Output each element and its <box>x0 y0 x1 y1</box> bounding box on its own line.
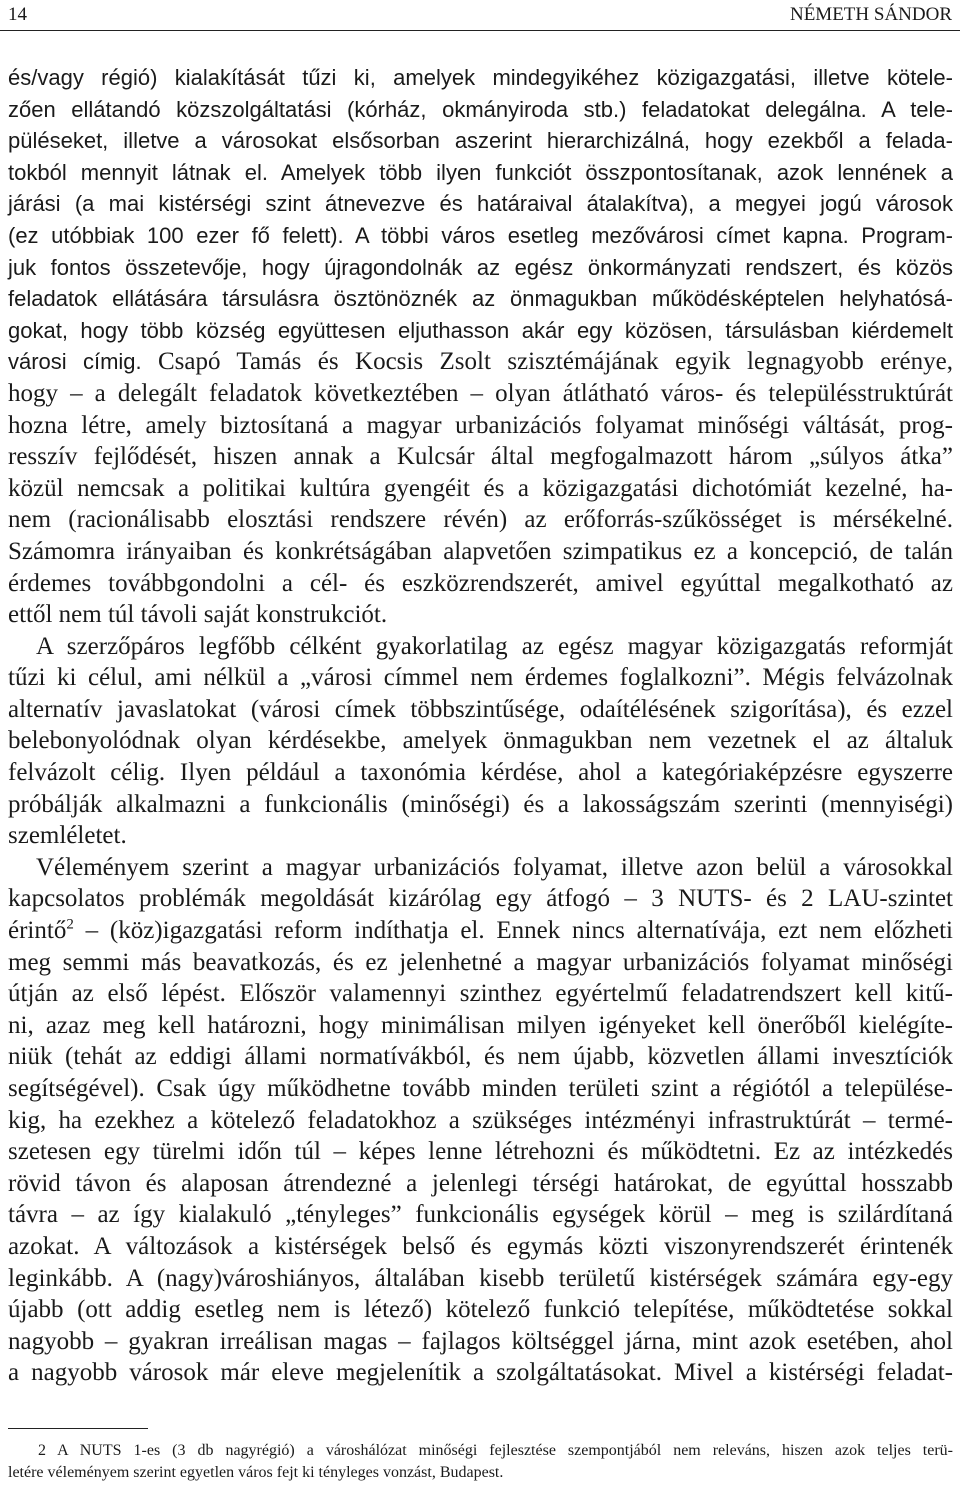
body-line <box>8 915 953 947</box>
body-line: járási (a mai kistérségi szint átnevezve és határaival átalakítva), a megyei jogú városok <box>8 191 953 217</box>
body-line: ettől nem túl távoli saját konstrukciót. <box>8 601 388 629</box>
body-line <box>8 346 953 378</box>
body-line: tűzi ki célul, ami nélkül a „városi címmel nem érdemes foglalkozni”. Mégis felvázolnak <box>8 664 953 692</box>
body-line: segítségével). Csak úgy működhetne tovább minden területi szint a régiótól a települése- <box>8 1075 953 1102</box>
body-line: Számomra irányaiban és konkrétságában alapvetően szimpatikus ez a koncepció, de talán <box>8 537 953 565</box>
body-line: felvázolt célig. Ilyen például a taxonómia kérdése, ahol a kategóriaképzésre egyszerre <box>8 759 953 787</box>
body-line: püléseket, illetve a városokat elsősorban aszerint hierarchizálná, hogy ezekből a felada- <box>8 128 953 154</box>
body-line: (ez utóbbiak 100 ezer fő felett). A többi város esetleg mezővárosi címet kapna. Program- <box>8 222 953 248</box>
body-line: szemléletet. <box>8 822 127 850</box>
footnote-line: letére véleményem szerint egyetlen város fejt ki tényleges vonzást, Budapest. <box>8 1464 504 1481</box>
body-line: a nagyobb városok már eleve megjelenítik a szolgáltatásokat. Mivel a kistérségi feladat- <box>8 1359 953 1387</box>
line-segment: városi címig. <box>8 349 158 375</box>
line-segment: Csapó Tamás és Kocsis Zsolt szisztémájának egyik legnagyobb erénye, <box>157 348 953 376</box>
footnote-line: 2 A NUTS 1-es (3 db nagyrégió) a városhálózat minőségi fejlesztése szempontjából nem releváns, hiszen azok teljes terü- <box>38 1442 953 1459</box>
body-line: Véleményem szerint a magyar urbanizációs folyamat, illetve azon belül a városokkal <box>36 853 953 881</box>
body-line: próbálják alkalmazni a funkcionális (minőségi) és a lakosságszám szerinti (mennyiségi) <box>8 790 953 818</box>
body-line: belebonyolódnak olyan kérdésekbe, amelyek önmagukban nem vezetnek el az általuk <box>8 727 953 755</box>
body-text <box>8 62 953 1389</box>
page-header <box>8 2 952 28</box>
body-line: resszív fejlődését, hiszen annak a Kulcsár által megfogalmazott három „súlyos átka” <box>8 443 953 471</box>
body-line: hogy – a delegált feladatok következtében – olyan átlátható város- és településstruktúrát <box>8 379 953 407</box>
body-line: A szerzőpáros legfőbb célként gyakorlatilag az egész magyar közigazgatás reformját <box>36 632 953 660</box>
body-line: közül nemcsak a politikai kultúra gyengéit és a közigazgatási dichotómiát kezelné, ha- <box>8 474 953 502</box>
footnote-separator <box>8 1428 148 1429</box>
body-line: útján az első lépést. Először valamennyi szinthez egyértelmű feladatrendszert kell kitű- <box>8 980 953 1008</box>
line-segment: – (köz)igazgatási reform indíthatja el. Ennek nincs alternatívája, ezt nem előzheti <box>73 917 953 945</box>
body-line: távra – az így kialakuló „tényleges” funkcionális egységek körül – meg is szilárdítaná <box>8 1201 953 1229</box>
body-line: érdemes továbbgondolni a cél- és eszközrendszerét, amivel egyúttal megalkotható az <box>8 569 953 597</box>
body-line: zően ellátandó közszolgáltatási (kórház, okmányiroda stb.) feladatokat delegálna. A tele- <box>8 96 953 122</box>
line-segment: érintő <box>8 917 67 945</box>
body-line: és/vagy régió) kialakítását tűzi ki, amelyek mindegyikéhez közigazgatási, illetve kötele- <box>8 65 953 90</box>
body-line: rövid távon és alaposan átrendezné a jelenlegi térségi határokat, de egyúttal hosszabb <box>8 1169 953 1197</box>
running-head: NÉMETH SÁNDOR <box>789 4 952 25</box>
body-line: ni, azaz meg kell határozni, hogy minimálisan milyen igényeket kell önerőből kielégíte- <box>8 1011 953 1039</box>
body-line: hozna létre, amely biztosítaná a magyar urbanizációs folyamat minőségi váltását, prog- <box>8 411 953 439</box>
body-line: niük (tehát az eddigi állami normatívákból, és nem újabb, közvetlen állami invesztíciók <box>8 1043 953 1071</box>
body-line: kig, ha ezekhez a kötelező feladatokhoz a szükséges intézményi infrastruktúrát – termé- <box>8 1106 953 1134</box>
body-line: kapcsolatos problémák megoldását kizárólag egy átfogó – 3 NUTS- és 2 LAU-szintet <box>8 885 953 913</box>
body-line: tokból mennyit látnak el. Amelyek több ilyen funkciót összpontosítanak, azok lennének a <box>8 159 953 185</box>
body-line: azokat. A változások a kistérségek belső és egymás közti viszonyrendszerét érintenék <box>8 1232 953 1260</box>
footnote-reference: 2 <box>66 916 74 933</box>
body-line: gokat, hogy több község együttesen eljuthasson akár egy közösen, társulásban kiérdemelt <box>8 317 953 343</box>
body-line: újabb (ott addig esetleg nem is létező) kötelező funkció telepítése, működtetése sokkal <box>8 1296 953 1324</box>
body-line: szetesen egy türelmi időn túl – képes lenne létrehozni és működtetni. Ez az intézkedés <box>8 1138 953 1166</box>
body-line: nem (racionálisabb elosztási rendszere révén) az erőforrás-szűkösséget is mérsékelné. <box>8 506 953 534</box>
header-rule <box>0 30 960 31</box>
body-line: alternatív javaslatokat (városi címek többszintűsége, odaítélésének szigorítása), és ezzel <box>8 695 953 723</box>
body-line: meg semmi más beavatkozás, és ez jelenhetné a magyar urbanizációs folyamat minőségi <box>8 948 953 976</box>
body-line: juk fontos összetevője, hogy újragondolnák az egész önkormányzati rendszert, és közös <box>8 254 953 280</box>
footnotes <box>8 1440 953 1484</box>
page-number: 14 <box>8 4 27 25</box>
body-line: feladatok ellátására társulásra ösztönöznék az önmagukban működésképtelen helyhatósá- <box>8 286 953 312</box>
body-line: nagyobb – gyakran irreálisan magas – fajlagos költséggel járna, mint azok esetében, ahol <box>8 1327 953 1355</box>
body-line: leginkább. A (nagy)városhiányos, általában kisebb területű kistérségek számára egy-egy <box>8 1264 953 1292</box>
